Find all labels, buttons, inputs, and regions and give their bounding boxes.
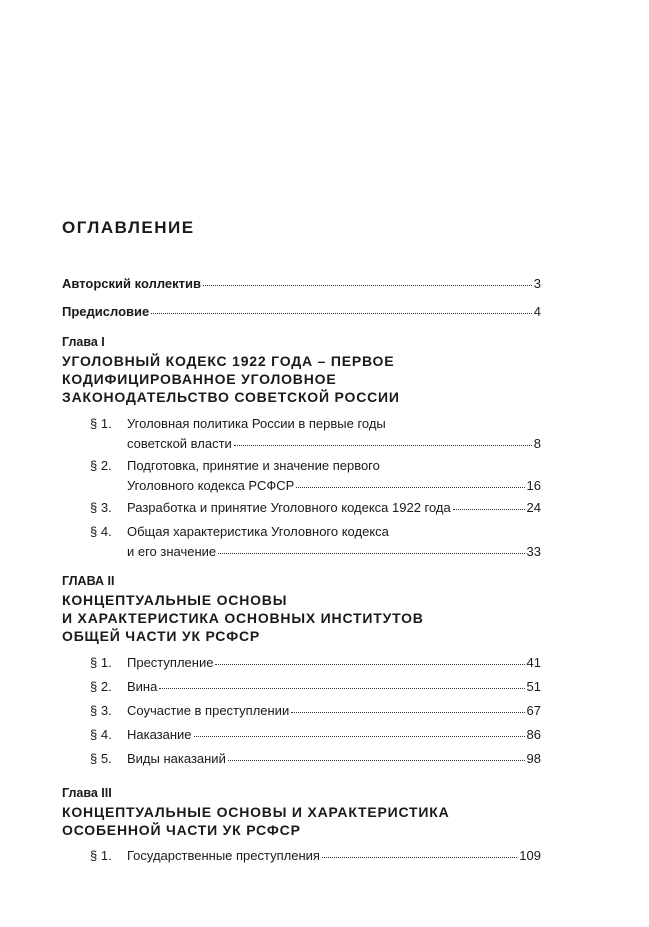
section-title: Разработка и принятие Уголовного кодекса 1922 года: [127, 500, 451, 515]
entry-label: Предисловие: [62, 304, 150, 319]
toc-section[interactable]: [90, 701, 541, 721]
section-number: § 2.: [90, 458, 112, 473]
section-title: Подготовка, принятие и значение первого: [127, 458, 380, 473]
section-title: Уголовная политика России в первые годы: [127, 416, 386, 431]
chapter-label: Глава I: [62, 335, 105, 349]
dot-leader: [291, 701, 524, 713]
toc-section[interactable]: [90, 725, 541, 745]
dot-leader: [159, 677, 524, 689]
chapter-title: [62, 352, 532, 406]
toc-section[interactable]: [90, 414, 541, 454]
chapter-title: [62, 803, 532, 839]
toc-section[interactable]: [90, 677, 541, 697]
page-number: 98: [526, 751, 541, 766]
section-title: Вина: [127, 679, 158, 694]
dot-leader: [151, 302, 532, 314]
page-number: 51: [526, 679, 541, 694]
toc-section[interactable]: [90, 456, 541, 496]
chapter-label: ГЛАВА II: [62, 574, 115, 588]
dot-leader: [203, 274, 532, 286]
toc-section[interactable]: [90, 846, 541, 866]
dot-leader: [453, 498, 525, 510]
dot-leader: [234, 434, 532, 446]
toc-section[interactable]: [90, 749, 541, 769]
section-title: Общая характеристика Уголовного кодекса: [127, 524, 389, 539]
section-number: § 1.: [90, 848, 112, 863]
toc-section[interactable]: [90, 498, 541, 518]
dot-leader: [228, 749, 525, 761]
section-number: § 4.: [90, 524, 112, 539]
chapter-title-line: КОНЦЕПТУАЛЬНЫЕ ОСНОВЫ И ХАРАКТЕРИСТИКА: [62, 804, 450, 820]
dot-leader: [194, 725, 525, 737]
section-title-cont: советской власти: [127, 436, 232, 451]
chapter-title-line: КОНЦЕПТУАЛЬНЫЕ ОСНОВЫ: [62, 592, 288, 608]
chapter-title-line: УГОЛОВНЫЙ КОДЕКС 1922 ГОДА – ПЕРВОЕ: [62, 353, 395, 369]
section-number: § 2.: [90, 679, 112, 694]
toc-section[interactable]: [90, 522, 541, 562]
page-number: 16: [526, 478, 541, 493]
page-number: 3: [533, 276, 541, 291]
section-title-cont: Уголовного кодекса РСФСР: [127, 478, 295, 493]
chapter-title-line: КОДИФИЦИРОВАННОЕ УГОЛОВНОЕ: [62, 371, 337, 387]
dot-leader: [215, 653, 524, 665]
dot-leader: [218, 542, 524, 554]
entry-label: Авторский коллектив: [62, 276, 202, 291]
section-title: Государственные преступления: [127, 848, 320, 863]
chapter-title-line: ОБЩЕЙ ЧАСТИ УК РСФСР: [62, 628, 261, 644]
section-number: § 5.: [90, 751, 112, 766]
toc-entry-preface[interactable]: [62, 304, 541, 320]
toc-title: ОГЛАВЛЕНИЕ: [62, 218, 195, 237]
page-number: 41: [526, 655, 541, 670]
section-number: § 1.: [90, 655, 112, 670]
section-number: § 3.: [90, 500, 112, 515]
page-number: 109: [519, 848, 541, 863]
chapter-title: [62, 591, 532, 645]
chapter-title-line: И ХАРАКТЕРИСТИКА ОСНОВНЫХ ИНСТИТУТОВ: [62, 610, 424, 626]
section-title: Преступление: [127, 655, 214, 670]
chapter-title-line: ОСОБЕННОЙ ЧАСТИ УК РСФСР: [62, 822, 301, 838]
chapter-label: Глава III: [62, 786, 112, 800]
dot-leader: [296, 476, 524, 488]
section-title: Виды наказаний: [127, 751, 226, 766]
section-number: § 4.: [90, 727, 112, 742]
section-title-cont: и его значение: [127, 544, 217, 559]
page-number: 8: [533, 436, 541, 451]
dot-leader: [322, 846, 517, 858]
page-number: 4: [533, 304, 541, 319]
toc-section[interactable]: [90, 653, 541, 673]
section-title: Соучастие в преступлении: [127, 703, 290, 718]
toc-entry-authors[interactable]: [62, 276, 541, 292]
page-number: 33: [526, 544, 541, 559]
section-title: Наказание: [127, 727, 192, 742]
page-number: 86: [526, 727, 541, 742]
page-number: 67: [526, 703, 541, 718]
page-number: 24: [526, 500, 541, 515]
chapter-title-line: ЗАКОНОДАТЕЛЬСТВО СОВЕТСКОЙ РОССИИ: [62, 389, 400, 405]
section-number: § 3.: [90, 703, 112, 718]
section-number: § 1.: [90, 416, 112, 431]
